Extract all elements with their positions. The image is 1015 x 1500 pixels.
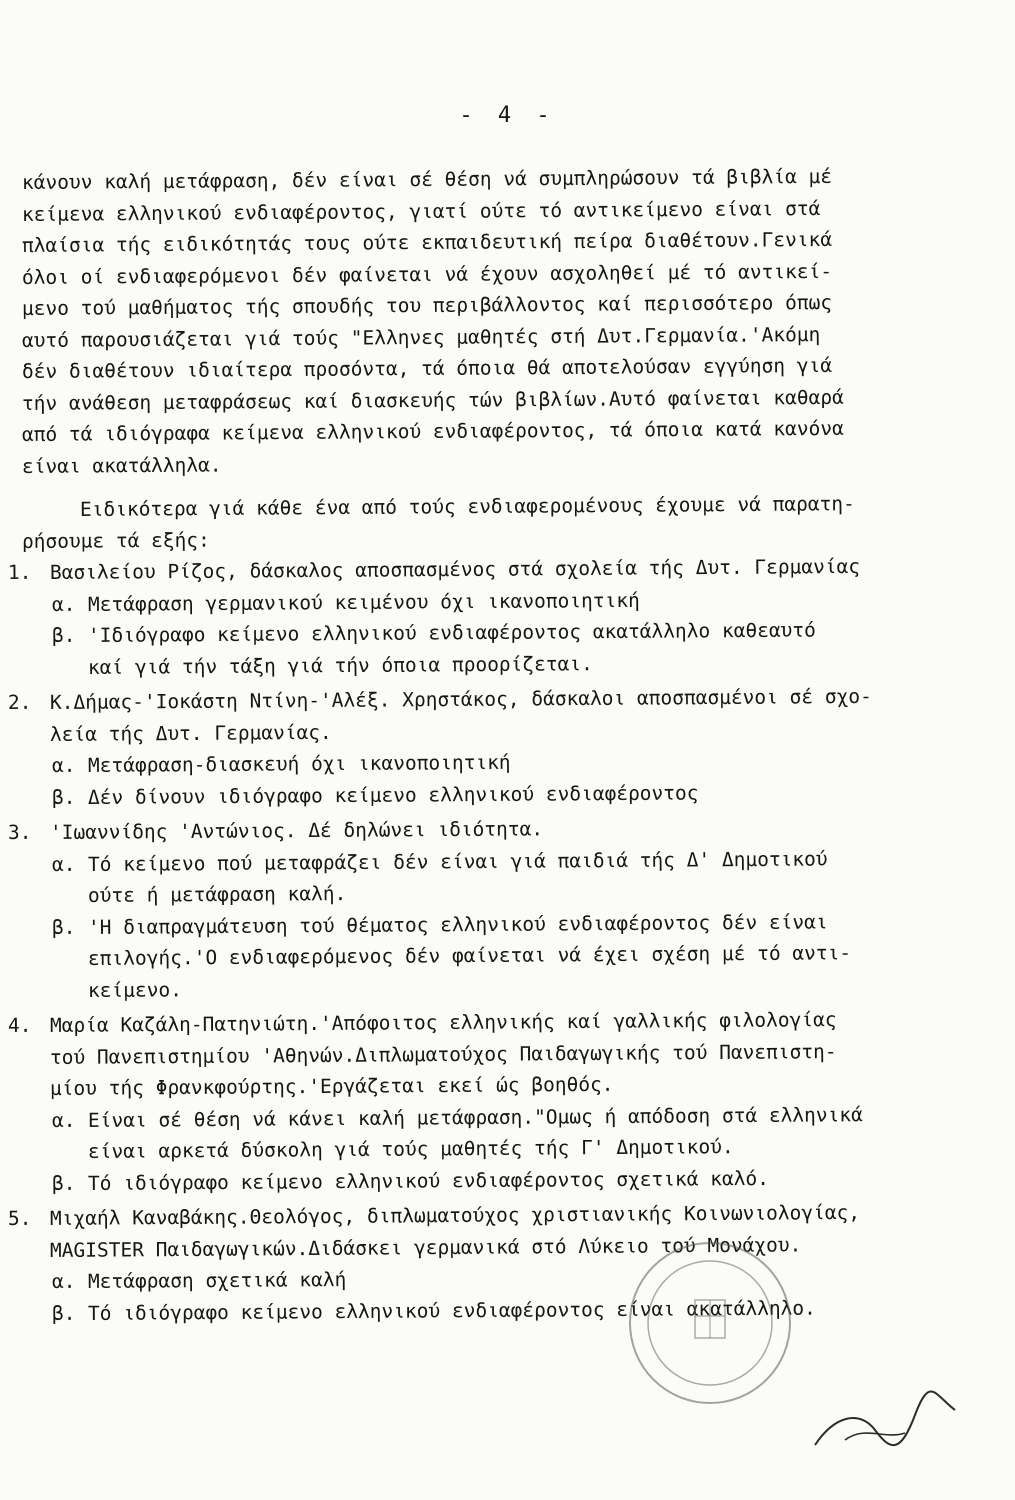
sub-line: Τό ιδιόγραφο κείμενο ελληνικού ενδιαφέροντος είναι ακατάλληλο.: [87, 1296, 816, 1325]
sub-letter: β.: [51, 915, 76, 939]
sub-letter: β.: [51, 1171, 76, 1195]
sub-line: Μετάφραση-διασκευή όχι ικανοποιητική: [87, 750, 511, 777]
intro-line: κείμενα ελληνικού ενδιαφέροντος, γιατί ούτε τό αντικείμενο είναι στά: [21, 196, 821, 226]
sub-line: Μετάφραση γερμανικού κειμένου όχι ικανοποιητική: [87, 588, 640, 616]
item-line: λεία τής Δυτ. Γερμανίας.: [49, 720, 332, 746]
intro-line: όλοι οί ενδιαφερόμενοι δέν φαίνεται νά έχουν ασχοληθεί μέ τό αντικεί-: [21, 259, 833, 289]
intro-line: κάνουν καλή μετάφραση, δέν είναι σέ θέση νά συμπληρώσουν τά βιβλία μέ: [21, 164, 833, 194]
lead-line: ρήσουμε τά εξής:: [21, 528, 210, 553]
lead-line: Ειδικότερα γιά κάθε ένα από τούς ενδιαφερομένους έχουμε νά παρατη-: [79, 492, 855, 521]
sub-line: Είναι σέ θέση νά κάνει καλή μετάφραση."Ομως ή απόδοση στά ελληνικά: [87, 1102, 863, 1132]
page-number: - 4 -: [459, 103, 556, 128]
sub-letter: α.: [51, 1108, 76, 1132]
item-line: Μιχαήλ Καναβάκης.Θεολόγος, διπλωματούχος χριστιανικής Κοινωνιολογίας,: [49, 1200, 861, 1230]
sub-line: Τό κείμενο πού μεταφράζει δέν είναι γιά παιδιά τής Δ' Δημοτικού: [87, 846, 828, 876]
item-line: τού Πανεπιστημίου 'Αθηνών.Διπλωματούχος Παιδαγωγικής τού Πανεπιστη-: [49, 1039, 837, 1069]
item-line: 'Ιωαννίδης 'Αντώνιος. Δέ δηλώνει ιδιότητα.: [49, 817, 544, 844]
sub-line: καί γιά τήν τάξη γιά τήν όποια προορίζεται.: [87, 651, 593, 679]
intro-line: από τά ιδιόγραφα κείμενα ελληνικού ενδιαφέροντος, τά όποια κατά κανόνα: [21, 416, 844, 446]
intro-line: μενο τού μαθήματος τής σπουδής του περιβάλλοντος καί περισσότερο όπως: [21, 290, 833, 320]
sub-line: Μετάφραση σχετικά καλή: [87, 1268, 347, 1293]
signature-icon: [805, 1385, 965, 1465]
sub-letter: β.: [51, 623, 76, 647]
intro-line: δέν διαθέτουν ιδιαίτερα προσόντα, τά όποια θά αποτελούσαν εγγύηση γιά: [21, 353, 833, 383]
item-number: 5.: [7, 1206, 32, 1230]
sub-line: επιλογής.'Ο ενδιαφερόμενος δέν φαίνεται νά έχει σχέση μέ τό αντι-: [87, 941, 852, 970]
intro-line: αυτό παρουσιάζεται γιά τούς "Ελληνες μαθητές στή Δυτ.Γερμανία.'Ακόμη: [21, 322, 821, 352]
item-number: 3.: [7, 820, 32, 844]
sub-line: ούτε ή μετάφραση καλή.: [87, 882, 347, 907]
intro-line: τήν ανάθεση μεταφράσεως καί διασκευής τών βιβλίων.Αυτό φαίνεται καθαρά: [21, 385, 844, 415]
sub-line: Δέν δίνουν ιδιόγραφο κείμενο ελληνικού ενδιαφέροντος: [87, 780, 699, 809]
item-line: Βασιλείου Ρίζος, δάσκαλος αποσπασμένος στά σχολεία τής Δυτ. Γερμανίας: [49, 554, 861, 584]
sub-line: κείμενο.: [87, 977, 183, 1002]
sub-line: 'Η διαπραγμάτευση τού θέματος ελληνικού ενδιαφέροντος δέν είναι: [87, 909, 828, 939]
sub-line: είναι αρκετά δύσκολη γιά τούς μαθητές τής Γ' Δημοτικού.: [87, 1135, 734, 1163]
intro-line: είναι ακατάλληλα.: [21, 453, 222, 478]
sub-letter: β.: [51, 785, 76, 809]
sub-line: Τό ιδιόγραφο κείμενο ελληνικού ενδιαφέροντος σχετικά καλό.: [87, 1166, 769, 1195]
intro-line: πλαίσια τής ειδικότητάς τους ούτε εκπαιδευτική πείρα διαθέτουν.Γενικά: [21, 227, 833, 257]
item-number: 4.: [7, 1013, 32, 1037]
item-number: 2.: [7, 690, 32, 714]
item-line: MAGISTER Παιδαγωγικών.Διδάσκει γερμανικά στό Λύκειο τού Μονάχου.: [49, 1232, 802, 1262]
sub-letter: β.: [51, 1301, 76, 1325]
item-line: Κ.Δήμας-'Ιοκάστη Ντίνη-'Αλέξ. Χρηστάκος, δάσκαλοι αποσπασμένοι σέ σχο-: [49, 684, 872, 714]
sub-letter: α.: [51, 1269, 76, 1293]
item-number: 1.: [7, 560, 32, 584]
sub-letter: α.: [51, 592, 76, 616]
item-line: μίου τής Φρανκφούρτης.'Εργάζεται εκεί ώς βοηθός.: [49, 1072, 614, 1100]
sub-letter: α.: [51, 852, 76, 876]
sub-line: 'Ιδιόγραφο κείμενο ελληνικού ενδιαφέροντος ακατάλληλο καθεαυτό: [87, 618, 816, 647]
item-line: Μαρία Καζάλη-Πατηνιώτη.'Απόφοιτος ελληνικής καί γαλλικής φιλολογίας: [49, 1008, 837, 1037]
stamp-icon: [625, 1238, 795, 1408]
sub-letter: α.: [51, 753, 76, 777]
